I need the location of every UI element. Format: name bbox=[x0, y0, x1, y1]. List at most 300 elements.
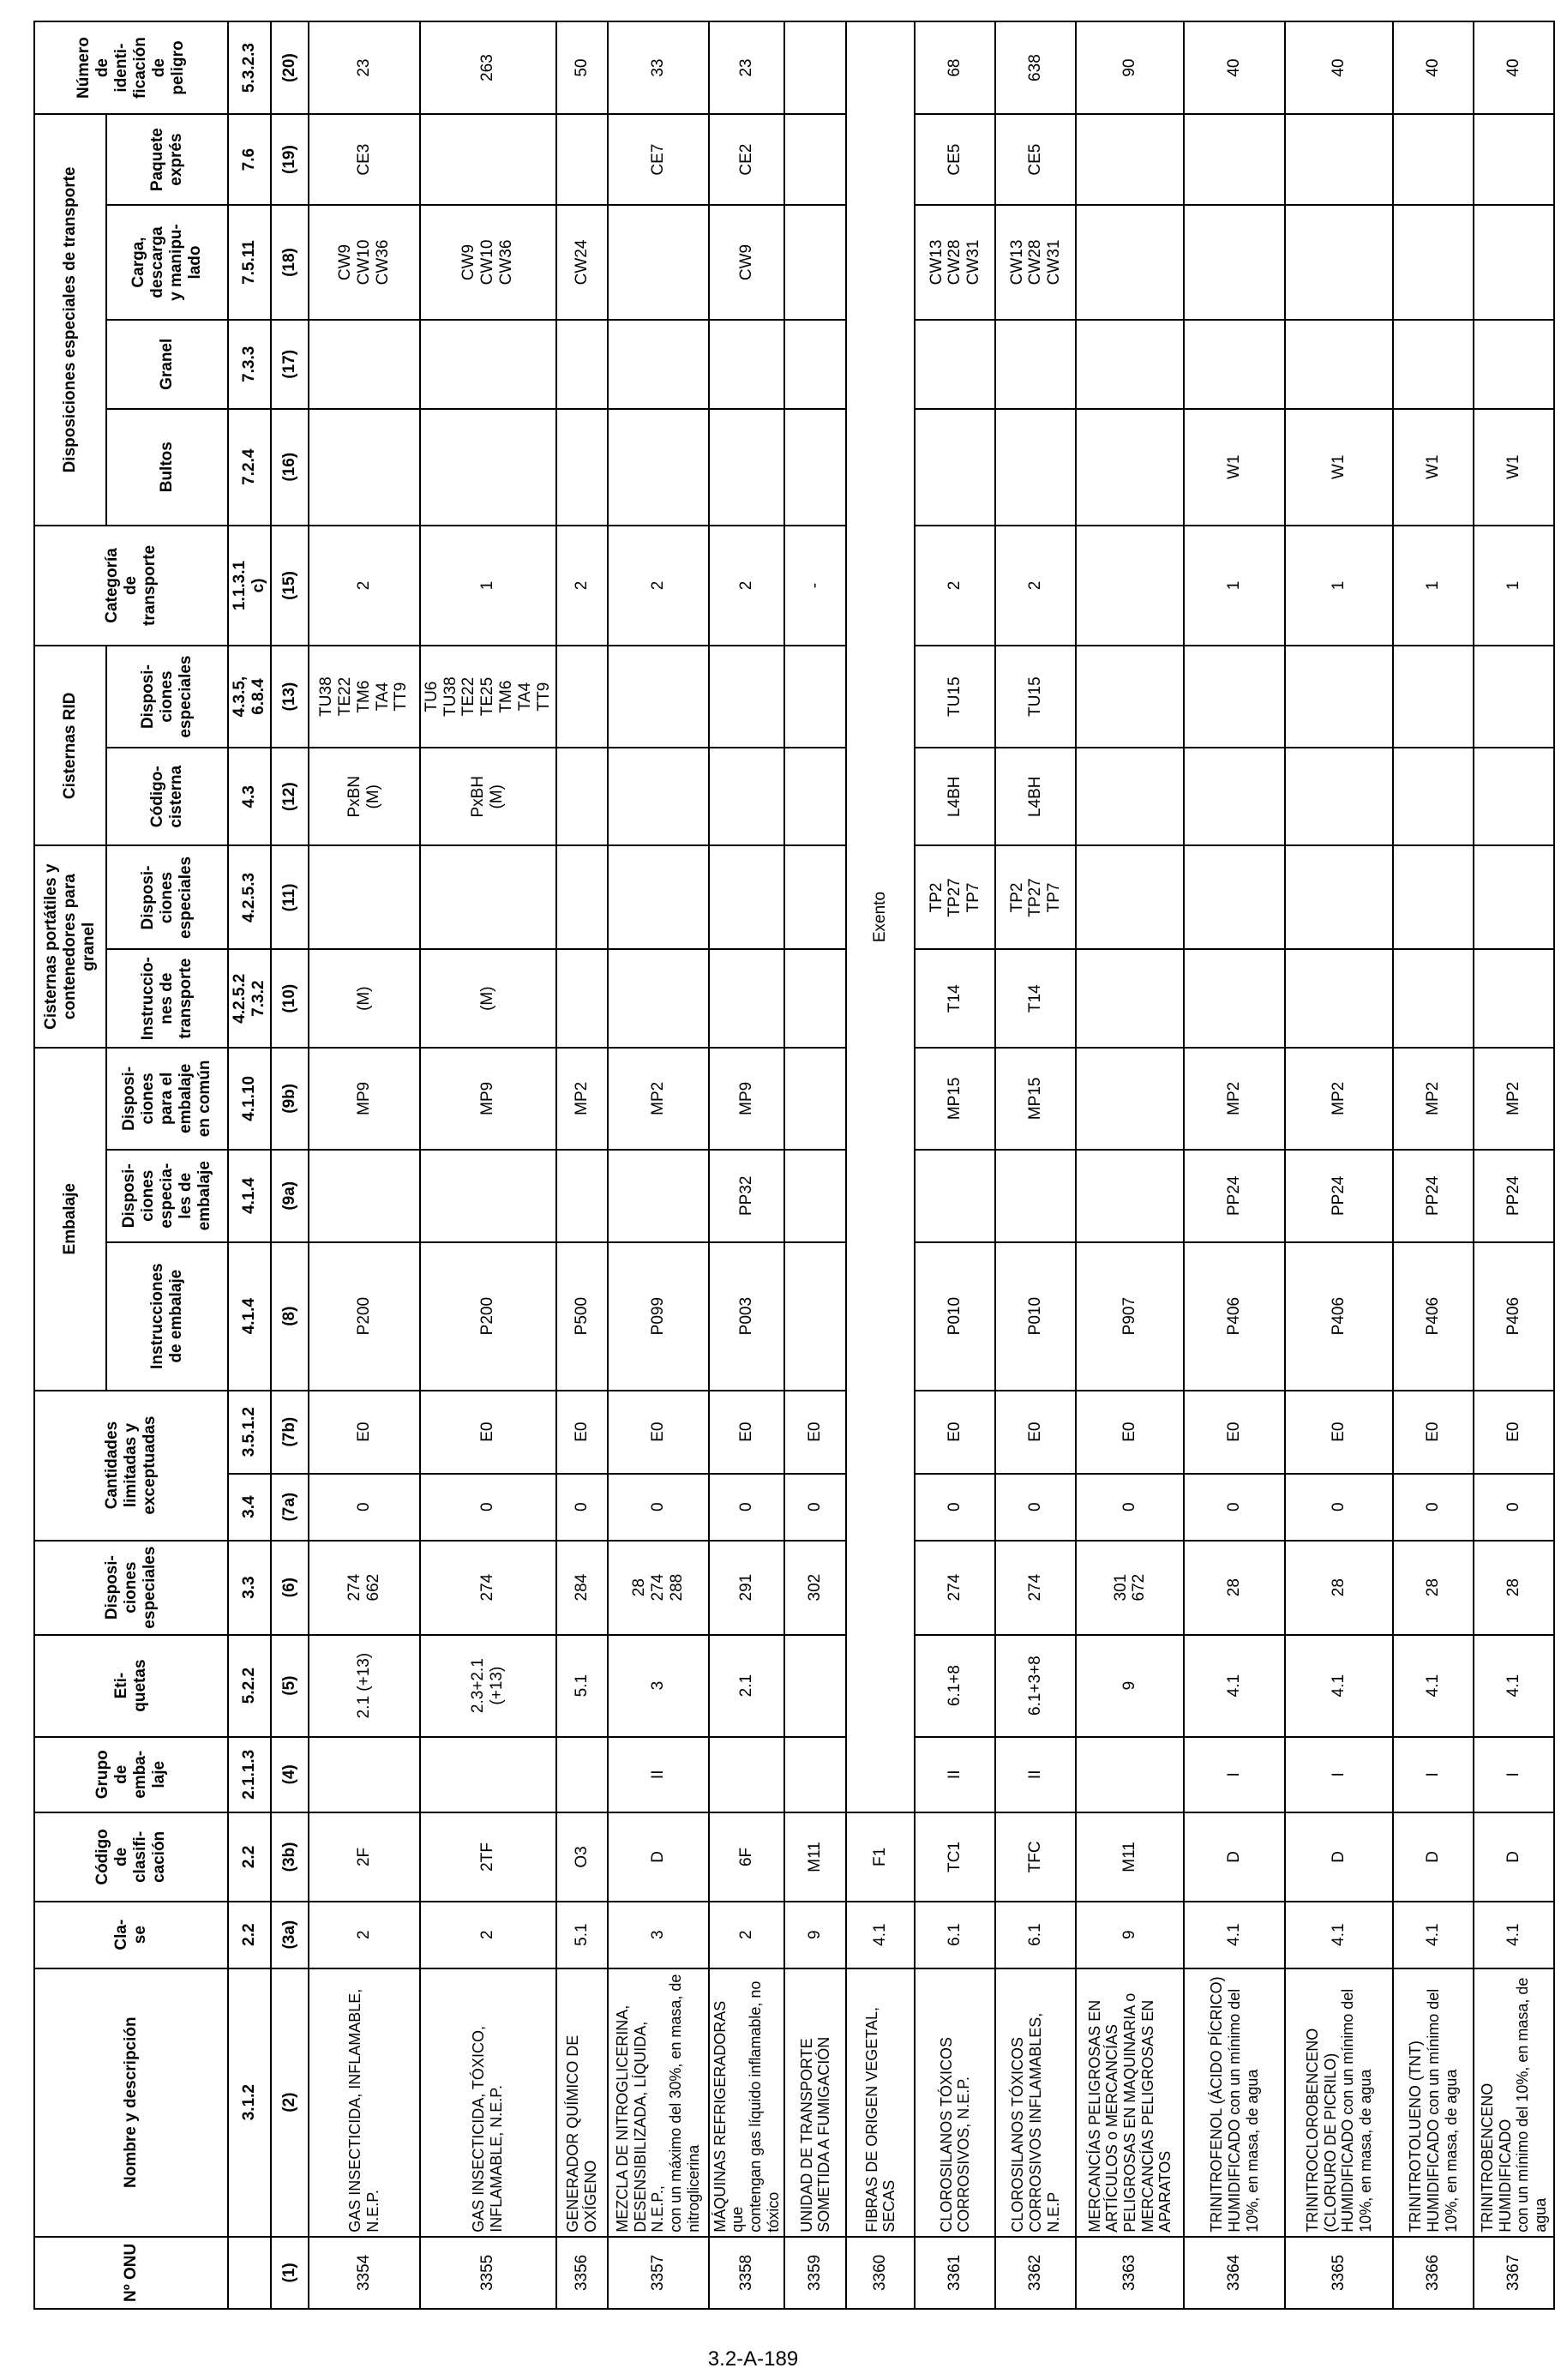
cell-eq: E0 bbox=[420, 1391, 556, 1474]
cell-cat bbox=[1076, 526, 1184, 646]
cell-pi: P003 bbox=[709, 1242, 785, 1391]
cell-pg: I bbox=[1393, 1737, 1474, 1813]
cell-blk bbox=[1474, 320, 1554, 409]
page-number: 3.2-A-189 bbox=[707, 2347, 799, 2371]
cell-pg bbox=[709, 1737, 785, 1813]
cell-hz bbox=[784, 21, 846, 114]
cell-eq: E0 bbox=[1285, 1391, 1393, 1474]
cell-exp: CE3 bbox=[309, 114, 420, 205]
cell-un: 3367 bbox=[1474, 2237, 1554, 2309]
cell-tsp: TP2 TP27 TP7 bbox=[995, 845, 1076, 949]
cell-tc: PxBN (M) bbox=[309, 748, 420, 845]
header-packing-instructions: Instrucciones de embalaje bbox=[106, 1242, 228, 1391]
cell-tsp bbox=[1474, 845, 1554, 949]
cell-cls: 6.1 bbox=[915, 1902, 995, 1968]
cell-pg: I bbox=[1184, 1737, 1285, 1813]
cell-eq: E0 bbox=[709, 1391, 785, 1474]
cell-eq: E0 bbox=[1393, 1391, 1474, 1474]
header-portable-tanks: Cisternas portátiles y contenedores para granel bbox=[34, 845, 106, 1047]
cell-pkg: W1 bbox=[1393, 409, 1474, 526]
cell-pg: II bbox=[995, 1737, 1076, 1813]
cell-pg bbox=[556, 1737, 608, 1813]
cell-pi: P099 bbox=[608, 1242, 709, 1391]
cell-spp bbox=[556, 1150, 608, 1242]
cell-exp: CE7 bbox=[608, 114, 709, 205]
cell-rtsp bbox=[1076, 646, 1184, 748]
cell-spp bbox=[309, 1150, 420, 1242]
cell-lq: 0 bbox=[915, 1474, 995, 1541]
column-number-cell: (9a) bbox=[271, 1150, 309, 1242]
ref-cell: 3.4 bbox=[228, 1474, 271, 1541]
cell-un: 3355 bbox=[420, 2237, 556, 2309]
table-row bbox=[556, 21, 608, 2309]
cell-cat: 2 bbox=[556, 526, 608, 646]
table-row bbox=[608, 21, 709, 2309]
ref-cell: 3.5.1.2 bbox=[228, 1391, 271, 1474]
cell-spp: PP24 bbox=[1285, 1150, 1393, 1242]
cell-code: TC1 bbox=[915, 1812, 995, 1902]
cell-cat: 1 bbox=[420, 526, 556, 646]
cell-blk bbox=[1285, 320, 1393, 409]
column-number-cell: (16) bbox=[271, 409, 309, 526]
cell-code: D bbox=[1184, 1812, 1285, 1902]
cell-spp: PP24 bbox=[1474, 1150, 1554, 1242]
cell-pkg: W1 bbox=[1184, 409, 1285, 526]
cell-mp: MP2 bbox=[608, 1048, 709, 1150]
cell-ti: (M) bbox=[309, 949, 420, 1047]
cell-name: GAS INSECTICIDA, INFLAMABLE, N.E.P. bbox=[309, 1968, 420, 2237]
cell-exp bbox=[784, 114, 846, 205]
cell-un: 3365 bbox=[1285, 2237, 1393, 2309]
cell-ti bbox=[1184, 949, 1285, 1047]
cell-tc bbox=[1393, 748, 1474, 845]
column-number-cell: (3a) bbox=[271, 1902, 309, 1968]
cell-ld: CW9 bbox=[709, 205, 785, 320]
cell-sp: 291 bbox=[709, 1541, 785, 1635]
cell-sp: 302 bbox=[784, 1541, 846, 1635]
cell-name: MEZCLA DE NITROGLICERINA, DESENSIBILIZADA, LÍQUIDA, N.E.P., con un máximo del 30%, en masa, de nitroglicerina bbox=[608, 1968, 709, 2237]
header-special-provisions: Disposi- ciones especiales bbox=[34, 1541, 228, 1635]
cell-tc bbox=[1076, 748, 1184, 845]
column-number-cell: (13) bbox=[271, 646, 309, 748]
cell-blk bbox=[1184, 320, 1285, 409]
cell-tc: L4BH bbox=[915, 748, 995, 845]
cell-ti bbox=[608, 949, 709, 1047]
cell-tc: PxBH (M) bbox=[420, 748, 556, 845]
cell-lq: 0 bbox=[784, 1474, 846, 1541]
table-row bbox=[995, 21, 1076, 2309]
cell-spp bbox=[608, 1150, 709, 1242]
cell-ti bbox=[1393, 949, 1474, 1047]
cell-pkg bbox=[309, 409, 420, 526]
cell-code: D bbox=[1393, 1812, 1474, 1902]
cell-mp: MP2 bbox=[556, 1048, 608, 1150]
cell-tsp bbox=[1285, 845, 1393, 949]
cell-tc bbox=[1474, 748, 1554, 845]
cell-tc bbox=[1285, 748, 1393, 845]
table-row bbox=[1076, 21, 1184, 2309]
table-row bbox=[1393, 21, 1474, 2309]
cell-hz: 638 bbox=[995, 21, 1076, 114]
cell-code: 2F bbox=[309, 1812, 420, 1902]
cell-hz: 40 bbox=[1184, 21, 1285, 114]
dangerous-goods-table bbox=[33, 21, 1555, 2310]
cell-ld bbox=[1393, 205, 1474, 320]
cell-ti bbox=[556, 949, 608, 1047]
cell-blk bbox=[420, 320, 556, 409]
table-row bbox=[915, 21, 995, 2309]
cell-hz: 33 bbox=[608, 21, 709, 114]
ref-cell: 5.3.2.3 bbox=[228, 21, 271, 114]
cell-tc bbox=[709, 748, 785, 845]
cell-cls: 2 bbox=[420, 1902, 556, 1968]
cell-pi: P907 bbox=[1076, 1242, 1184, 1391]
header-un-no: Nº ONU bbox=[34, 2237, 228, 2309]
cell-ld bbox=[608, 205, 709, 320]
header-mixed-packing: Disposi- ciones para el embalaje en común bbox=[106, 1048, 228, 1150]
cell-mp bbox=[784, 1048, 846, 1150]
cell-exp: CE2 bbox=[709, 114, 785, 205]
cell-blk bbox=[1076, 320, 1184, 409]
column-number-cell: (11) bbox=[271, 845, 309, 949]
cell-name: UNIDAD DE TRANSPORTE SOMETIDA A FUMIGACIÓN bbox=[784, 1968, 846, 2237]
cell-blk bbox=[709, 320, 785, 409]
cell-eq: E0 bbox=[995, 1391, 1076, 1474]
cell-sp: 28 bbox=[1393, 1541, 1474, 1635]
cell-pg: I bbox=[1285, 1737, 1393, 1813]
cell-blk bbox=[995, 320, 1076, 409]
header-tank-instructions: Instruccio- nes de transporte bbox=[106, 949, 228, 1047]
cell-un: 3363 bbox=[1076, 2237, 1184, 2309]
cell-ti: T14 bbox=[915, 949, 995, 1047]
cell-code: M11 bbox=[1076, 1812, 1184, 1902]
cell-cls: 9 bbox=[784, 1902, 846, 1968]
column-number-cell: (8) bbox=[271, 1242, 309, 1391]
cell-lbl bbox=[784, 1635, 846, 1737]
cell-cls: 3 bbox=[608, 1902, 709, 1968]
cell-cls: 6.1 bbox=[995, 1902, 1076, 1968]
ref-cell: 3.3 bbox=[228, 1541, 271, 1635]
cell-cls: 4.1 bbox=[1184, 1902, 1285, 1968]
ref-cell: 1.1.3.1 c) bbox=[228, 526, 271, 646]
cell-blk bbox=[608, 320, 709, 409]
header-packing-group: Grupo de emba- laje bbox=[34, 1737, 228, 1813]
cell-ti bbox=[784, 949, 846, 1047]
cell-eq: E0 bbox=[1184, 1391, 1285, 1474]
cell-name: TRINITROCLOROBENCENO (CLORURO DE PICRILO) HUMIDIFICADO con un mínimo del 10%, en masa, de agua bbox=[1285, 1968, 1393, 2237]
cell-eq: E0 bbox=[309, 1391, 420, 1474]
cell-pkg bbox=[420, 409, 556, 526]
cell-lbl: 2.3+2.1 (+13) bbox=[420, 1635, 556, 1737]
cell-cls: 2 bbox=[309, 1902, 420, 1968]
cell-eq: E0 bbox=[556, 1391, 608, 1474]
header-transport-category: Categoría de transporte bbox=[34, 526, 228, 646]
cell-exp bbox=[1285, 114, 1393, 205]
cell-spp bbox=[995, 1150, 1076, 1242]
cell-exp bbox=[1393, 114, 1474, 205]
cell-rtsp bbox=[1184, 646, 1285, 748]
cell-mp: MP9 bbox=[420, 1048, 556, 1150]
cell-name: GAS INSECTICIDA, TÓXICO, INFLAMABLE, N.E.P. bbox=[420, 1968, 556, 2237]
cell-ti bbox=[1076, 949, 1184, 1047]
column-number-cell: (15) bbox=[271, 526, 309, 646]
cell-spp: PP24 bbox=[1184, 1150, 1285, 1242]
cell-lbl: 6.1+3+8 bbox=[995, 1635, 1076, 1737]
header-rid-tanks: Cisternas RID bbox=[34, 646, 106, 845]
ref-cell: 2.2 bbox=[228, 1812, 271, 1902]
cell-pg bbox=[784, 1737, 846, 1813]
cell-cat: 2 bbox=[915, 526, 995, 646]
cell-lq: 0 bbox=[1076, 1474, 1184, 1541]
cell-name: FIBRAS DE ORIGEN VEGETAL, SECAS bbox=[846, 1968, 915, 2237]
cell-mp: MP15 bbox=[995, 1048, 1076, 1150]
cell-ti: T14 bbox=[995, 949, 1076, 1047]
rotated-table-stage bbox=[33, 21, 1550, 2310]
cell-pg: I bbox=[1474, 1737, 1554, 1813]
table-row bbox=[846, 21, 915, 2309]
cell-lbl: 4.1 bbox=[1474, 1635, 1554, 1737]
cell-blk bbox=[1393, 320, 1474, 409]
ref-cell: 7.5.11 bbox=[228, 205, 271, 320]
cell-lq: 0 bbox=[420, 1474, 556, 1541]
header-limited-quantities: Cantidades limitadas y exceptuadas bbox=[34, 1391, 228, 1541]
column-number-cell: (20) bbox=[271, 21, 309, 114]
header-special-transport: Disposiciones especiales de transporte bbox=[34, 114, 106, 526]
cell-pg bbox=[309, 1737, 420, 1813]
header-name: Nombre y descripción bbox=[34, 1968, 228, 2237]
cell-sp: 28 274 288 bbox=[608, 1541, 709, 1635]
cell-lq: 0 bbox=[709, 1474, 785, 1541]
cell-ti: (M) bbox=[420, 949, 556, 1047]
cell-un: 3361 bbox=[915, 2237, 995, 2309]
cell-pi: P406 bbox=[1285, 1242, 1393, 1391]
cell-tc: L4BH bbox=[995, 748, 1076, 845]
cell-name: GENERADOR QUÍMICO DE OXÍGENO bbox=[556, 1968, 608, 2237]
cell-rtsp: TU15 bbox=[915, 646, 995, 748]
cell-spp: PP24 bbox=[1393, 1150, 1474, 1242]
cell-pkg bbox=[915, 409, 995, 526]
cell-sp: 28 bbox=[1285, 1541, 1393, 1635]
cell-pkg bbox=[1076, 409, 1184, 526]
cell-lbl: 6.1+8 bbox=[915, 1635, 995, 1737]
cell-hz: 68 bbox=[915, 21, 995, 114]
cell-pkg bbox=[784, 409, 846, 526]
ref-cell: 4.3.5, 6.8.4 bbox=[228, 646, 271, 748]
cell-mp: MP2 bbox=[1285, 1048, 1393, 1150]
cell-sp: 274 bbox=[915, 1541, 995, 1635]
cell-un: 3360 bbox=[846, 2237, 915, 2309]
ref-cell: 3.1.2 bbox=[228, 1968, 271, 2237]
cell-lbl: 4.1 bbox=[1393, 1635, 1474, 1737]
cell-tsp bbox=[420, 845, 556, 949]
cell-ld: CW24 bbox=[556, 205, 608, 320]
cell-cat: 1 bbox=[1285, 526, 1393, 646]
table-row bbox=[784, 21, 846, 2309]
cell-pi bbox=[784, 1242, 846, 1391]
ref-cell: 7.6 bbox=[228, 114, 271, 205]
cell-pi: P200 bbox=[420, 1242, 556, 1391]
cell-mp: MP2 bbox=[1474, 1048, 1554, 1150]
cell-ld: CW13 CW28 CW31 bbox=[915, 205, 995, 320]
cell-cls: 4.1 bbox=[846, 1902, 915, 1968]
cell-tsp bbox=[1184, 845, 1285, 949]
cell-exp bbox=[420, 114, 556, 205]
header-labels: Eti- quetas bbox=[34, 1635, 228, 1737]
column-number-cell: (1) bbox=[271, 2237, 309, 2309]
cell-un: 3359 bbox=[784, 2237, 846, 2309]
cell-code: D bbox=[608, 1812, 709, 1902]
cell-code: TFC bbox=[995, 1812, 1076, 1902]
cell-sp: 284 bbox=[556, 1541, 608, 1635]
cell-un: 3354 bbox=[309, 2237, 420, 2309]
cell-lbl: 2.1 bbox=[709, 1635, 785, 1737]
cell-tsp: TP2 TP27 TP7 bbox=[915, 845, 995, 949]
ref-cell: 4.2.5.3 bbox=[228, 845, 271, 949]
cell-sp: 274 662 bbox=[309, 1541, 420, 1635]
cell-ld bbox=[784, 205, 846, 320]
ref-cell: 7.2.4 bbox=[228, 409, 271, 526]
header-rid-tank-special: Disposi- ciones especiales bbox=[106, 646, 228, 748]
cell-lq: 0 bbox=[309, 1474, 420, 1541]
cell-tsp bbox=[309, 845, 420, 949]
cell-rtsp bbox=[1393, 646, 1474, 748]
cell-rtsp bbox=[1285, 646, 1393, 748]
ref-cell: 4.3 bbox=[228, 748, 271, 845]
header-special-packing: Disposi- ciones especia- les de embalaje bbox=[106, 1150, 228, 1242]
cell-hz: 263 bbox=[420, 21, 556, 114]
cell-name: MERCANCÍAS PELIGROSAS EN ARTÍCULOS o MERCANCÍAS PELIGROSAS EN MAQUINARIA o MERCANCÍAS PELIGROSAS EN APARATOS bbox=[1076, 1968, 1184, 2237]
cell-tsp bbox=[1076, 845, 1184, 949]
cell-code: O3 bbox=[556, 1812, 608, 1902]
cell-pg: II bbox=[608, 1737, 709, 1813]
cell-rtsp bbox=[784, 646, 846, 748]
cell-spp bbox=[420, 1150, 556, 1242]
ref-cell bbox=[228, 2237, 271, 2309]
cell-pi: P200 bbox=[309, 1242, 420, 1391]
cell-un: 3357 bbox=[608, 2237, 709, 2309]
cell-lq: 0 bbox=[556, 1474, 608, 1541]
cell-pi: P500 bbox=[556, 1242, 608, 1391]
cell-pkg bbox=[556, 409, 608, 526]
column-number-cell: (12) bbox=[271, 748, 309, 845]
ref-cell: 7.3.3 bbox=[228, 320, 271, 409]
ref-cell: 2.1.1.3 bbox=[228, 1737, 271, 1813]
cell-eq: E0 bbox=[608, 1391, 709, 1474]
cell-ld: CW9 CW10 CW36 bbox=[309, 205, 420, 320]
cell-un: 3362 bbox=[995, 2237, 1076, 2309]
cell-hz: 50 bbox=[556, 21, 608, 114]
cell-pkg bbox=[995, 409, 1076, 526]
header-hazard-id: Número de identi- ficación de peligro bbox=[34, 21, 228, 114]
cell-code: F1 bbox=[846, 1812, 915, 1902]
column-number-cell: (17) bbox=[271, 320, 309, 409]
cell-rtsp bbox=[1474, 646, 1554, 748]
cell-cls: 4.1 bbox=[1474, 1902, 1554, 1968]
table-row bbox=[420, 21, 556, 2309]
cell-cat: - bbox=[784, 526, 846, 646]
reference-row bbox=[228, 21, 271, 2309]
cell-ld bbox=[1076, 205, 1184, 320]
cell-hz: 23 bbox=[309, 21, 420, 114]
cell-sp: 28 bbox=[1184, 1541, 1285, 1635]
header-tank-special: Disposi- ciones especiales bbox=[106, 845, 228, 949]
cell-code: D bbox=[1285, 1812, 1393, 1902]
cell-lq: 0 bbox=[608, 1474, 709, 1541]
cell-un: 3366 bbox=[1393, 2237, 1474, 2309]
cell-name: TRINITROBENCENO HUMIDIFICADO con un mínimo del 10%, en masa, de agua bbox=[1474, 1968, 1554, 2237]
cell-eq: E0 bbox=[915, 1391, 995, 1474]
cell-name: CLOROSILANOS TÓXICOS CORROSIVOS, N.E.P. bbox=[915, 1968, 995, 2237]
column-number-cell: (5) bbox=[271, 1635, 309, 1737]
cell-cls: 4.1 bbox=[1393, 1902, 1474, 1968]
header-packages: Bultos bbox=[106, 409, 228, 526]
cell-lbl: 2.1 (+13) bbox=[309, 1635, 420, 1737]
cell-tc bbox=[784, 748, 846, 845]
cell-mp bbox=[1076, 1048, 1184, 1150]
column-number-cell: (7a) bbox=[271, 1474, 309, 1541]
cell-pkg: W1 bbox=[1474, 409, 1554, 526]
cell-hz: 40 bbox=[1285, 21, 1393, 114]
header-loading: Carga, descarga y manipu- lado bbox=[106, 205, 228, 320]
cell-blk bbox=[915, 320, 995, 409]
cell-rtsp: TU6 TU38 TE22 TE25 TM6 TA4 TT9 bbox=[420, 646, 556, 748]
ref-cell: 4.1.4 bbox=[228, 1242, 271, 1391]
cell-code: 6F bbox=[709, 1812, 785, 1902]
cell-pkg bbox=[709, 409, 785, 526]
ref-cell: 2.2 bbox=[228, 1902, 271, 1968]
cell-eq: E0 bbox=[1474, 1391, 1554, 1474]
cell-exp: CE5 bbox=[915, 114, 995, 205]
cell-cat: 1 bbox=[1393, 526, 1474, 646]
cell-ld bbox=[1285, 205, 1393, 320]
cell-code: 2TF bbox=[420, 1812, 556, 1902]
cell-ti bbox=[709, 949, 785, 1047]
cell-tsp bbox=[784, 845, 846, 949]
cell-blk bbox=[556, 320, 608, 409]
cell-sp: 28 bbox=[1474, 1541, 1554, 1635]
column-number-cell: (18) bbox=[271, 205, 309, 320]
table-row bbox=[309, 21, 420, 2309]
cell-sp: 274 bbox=[995, 1541, 1076, 1635]
cell-spp bbox=[915, 1150, 995, 1242]
cell-name: TRINITROTOLUENO (TNT) HUMIDIFICADO con un mínimo del 10%, en masa, de agua bbox=[1393, 1968, 1474, 2237]
column-number-cell: (2) bbox=[271, 1968, 309, 2237]
cell-lbl: 3 bbox=[608, 1635, 709, 1737]
cell-hz: 40 bbox=[1474, 21, 1554, 114]
header-class: Cla- se bbox=[34, 1902, 228, 1968]
cell-rtsp: TU15 bbox=[995, 646, 1076, 748]
table-row bbox=[1285, 21, 1393, 2309]
cell-mp: MP2 bbox=[1184, 1048, 1285, 1150]
cell-mp: MP2 bbox=[1393, 1048, 1474, 1150]
table-row bbox=[1474, 21, 1554, 2309]
cell-lbl: 9 bbox=[1076, 1635, 1184, 1737]
cell-pkg: W1 bbox=[1285, 409, 1393, 526]
cell-cls: 5.1 bbox=[556, 1902, 608, 1968]
table-row bbox=[709, 21, 785, 2309]
cell-lbl: 4.1 bbox=[1184, 1635, 1285, 1737]
cell-ti bbox=[1285, 949, 1393, 1047]
cell-lbl: 5.1 bbox=[556, 1635, 608, 1737]
table-row bbox=[1184, 21, 1285, 2309]
cell-cls: 9 bbox=[1076, 1902, 1184, 1968]
cell-mp: MP9 bbox=[309, 1048, 420, 1150]
cell-pkg bbox=[608, 409, 709, 526]
cell-name: MÁQUINAS REFRIGERADORAS que contengan gas líquido inflamable, no tóxico bbox=[709, 1968, 785, 2237]
cell-eq: E0 bbox=[1076, 1391, 1184, 1474]
cell-pi: P406 bbox=[1184, 1242, 1285, 1391]
cell-pi: P406 bbox=[1393, 1242, 1474, 1391]
